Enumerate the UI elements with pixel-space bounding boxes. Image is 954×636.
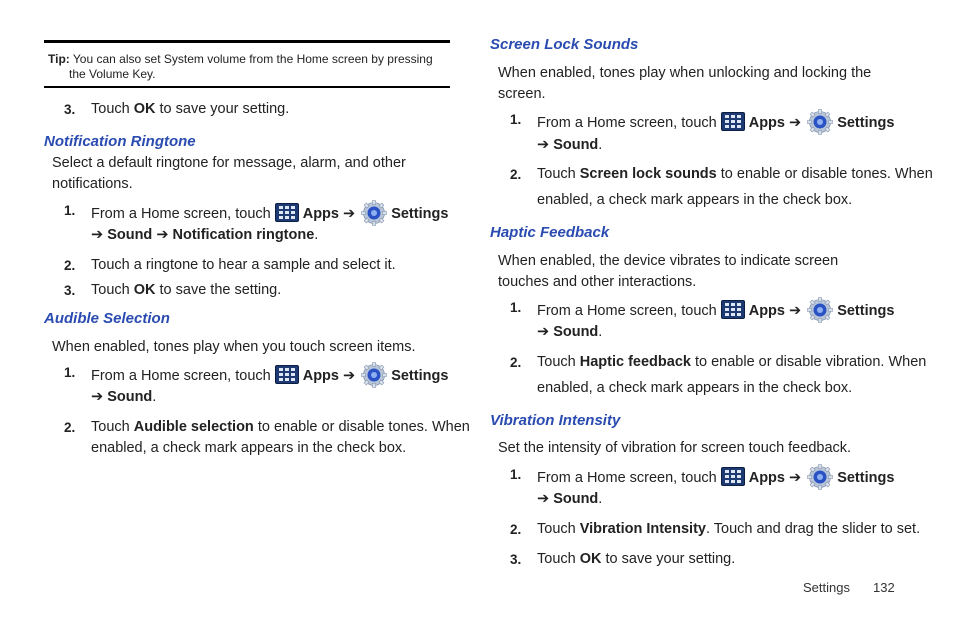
apps-icon [721,112,745,131]
settings-gear-icon [361,200,387,226]
tip-text [48,52,448,82]
step-text: From a Home screen, touch Apps ➔ Settings [91,362,448,388]
section-heading-vibration-intensity: Vibration Intensity [490,412,621,429]
step-number: 1. [510,112,522,127]
section-heading-screen-lock-sounds: Screen Lock Sounds [490,36,639,53]
apps-icon [721,300,745,319]
step-text-continued: ➔ Sound. [537,324,603,340]
tip-body: You can also set System volume from the Home screen by pressing the Volume Key. [69,52,433,81]
section-description: When enabled, tones play when unlocking and locking the screen. [498,65,872,102]
step-text-continued: ➔ Sound. [537,137,603,153]
step-text: Touch OK to save your setting. [91,101,290,117]
tip-box [44,40,450,88]
step-text: Touch Haptic feedback to enable or disable vibration. When [537,354,927,370]
page-number: 132 [873,580,895,595]
apps-icon [275,365,299,384]
step-text: Touch OK to save the setting. [91,282,282,298]
step-text: Touch a ringtone to hear a sample and select it. [91,257,396,273]
section-heading-haptic-feedback: Haptic Feedback [490,224,610,241]
step-text: From a Home screen, touch Apps ➔ Settings [91,200,448,226]
step-number: 3. [64,283,76,298]
step-text: Touch Audible selection to enable or disable tones. When [91,419,470,435]
step-number: 2. [510,355,522,370]
apps-icon [275,203,299,222]
settings-gear-icon [807,297,833,323]
step-text: Touch Vibration Intensity. Touch and drag the slider to set. [537,521,921,537]
step-number: 1. [510,300,522,315]
step-text-continued: ➔ Sound. [537,491,603,507]
section-description: When enabled, tones play when you touch screen items. [52,339,416,355]
settings-gear-icon [361,362,387,388]
step-text-continued: enabled, a check mark appears in the check box. [537,192,853,208]
section-description: Select a default ringtone for message, alarm, and other notifications. [52,155,406,192]
section-heading-audible-selection: Audible Selection [44,310,170,327]
step-text-continued: ➔ Sound ➔ Notification ringtone. [91,227,319,243]
step-number: 2. [64,258,76,273]
step-text-continued: ➔ Sound. [91,389,157,405]
section-description: When enabled, the device vibrates to indicate screen touches and other interactions. [498,253,839,290]
settings-gear-icon [807,464,833,490]
apps-icon [721,467,745,486]
step-text-continued: enabled, a check mark appears in the check box. [91,440,407,456]
tip-label: Tip: [48,52,70,66]
step-number: 1. [64,365,76,380]
step-number: 2. [64,420,76,435]
section-heading-notification-ringtone: Notification Ringtone [44,133,196,150]
step-text: Touch Screen lock sounds to enable or disable tones. When [537,166,933,182]
step-number: 2. [510,167,522,182]
step-number: 3. [64,102,76,117]
step-text: Touch OK to save your setting. [537,551,736,567]
step-number: 3. [510,552,522,567]
section-description: Set the intensity of vibration for screen touch feedback. [498,440,852,456]
step-number: 1. [64,203,76,218]
step-text: From a Home screen, touch Apps ➔ Settings [537,297,894,323]
footer-section-name: Settings [803,580,850,595]
step-text: From a Home screen, touch Apps ➔ Settings [537,464,894,490]
step-text: From a Home screen, touch Apps ➔ Settings [537,109,894,135]
settings-gear-icon [807,109,833,135]
step-text-continued: enabled, a check mark appears in the check box. [537,380,853,396]
step-number: 1. [510,467,522,482]
step-number: 2. [510,522,522,537]
